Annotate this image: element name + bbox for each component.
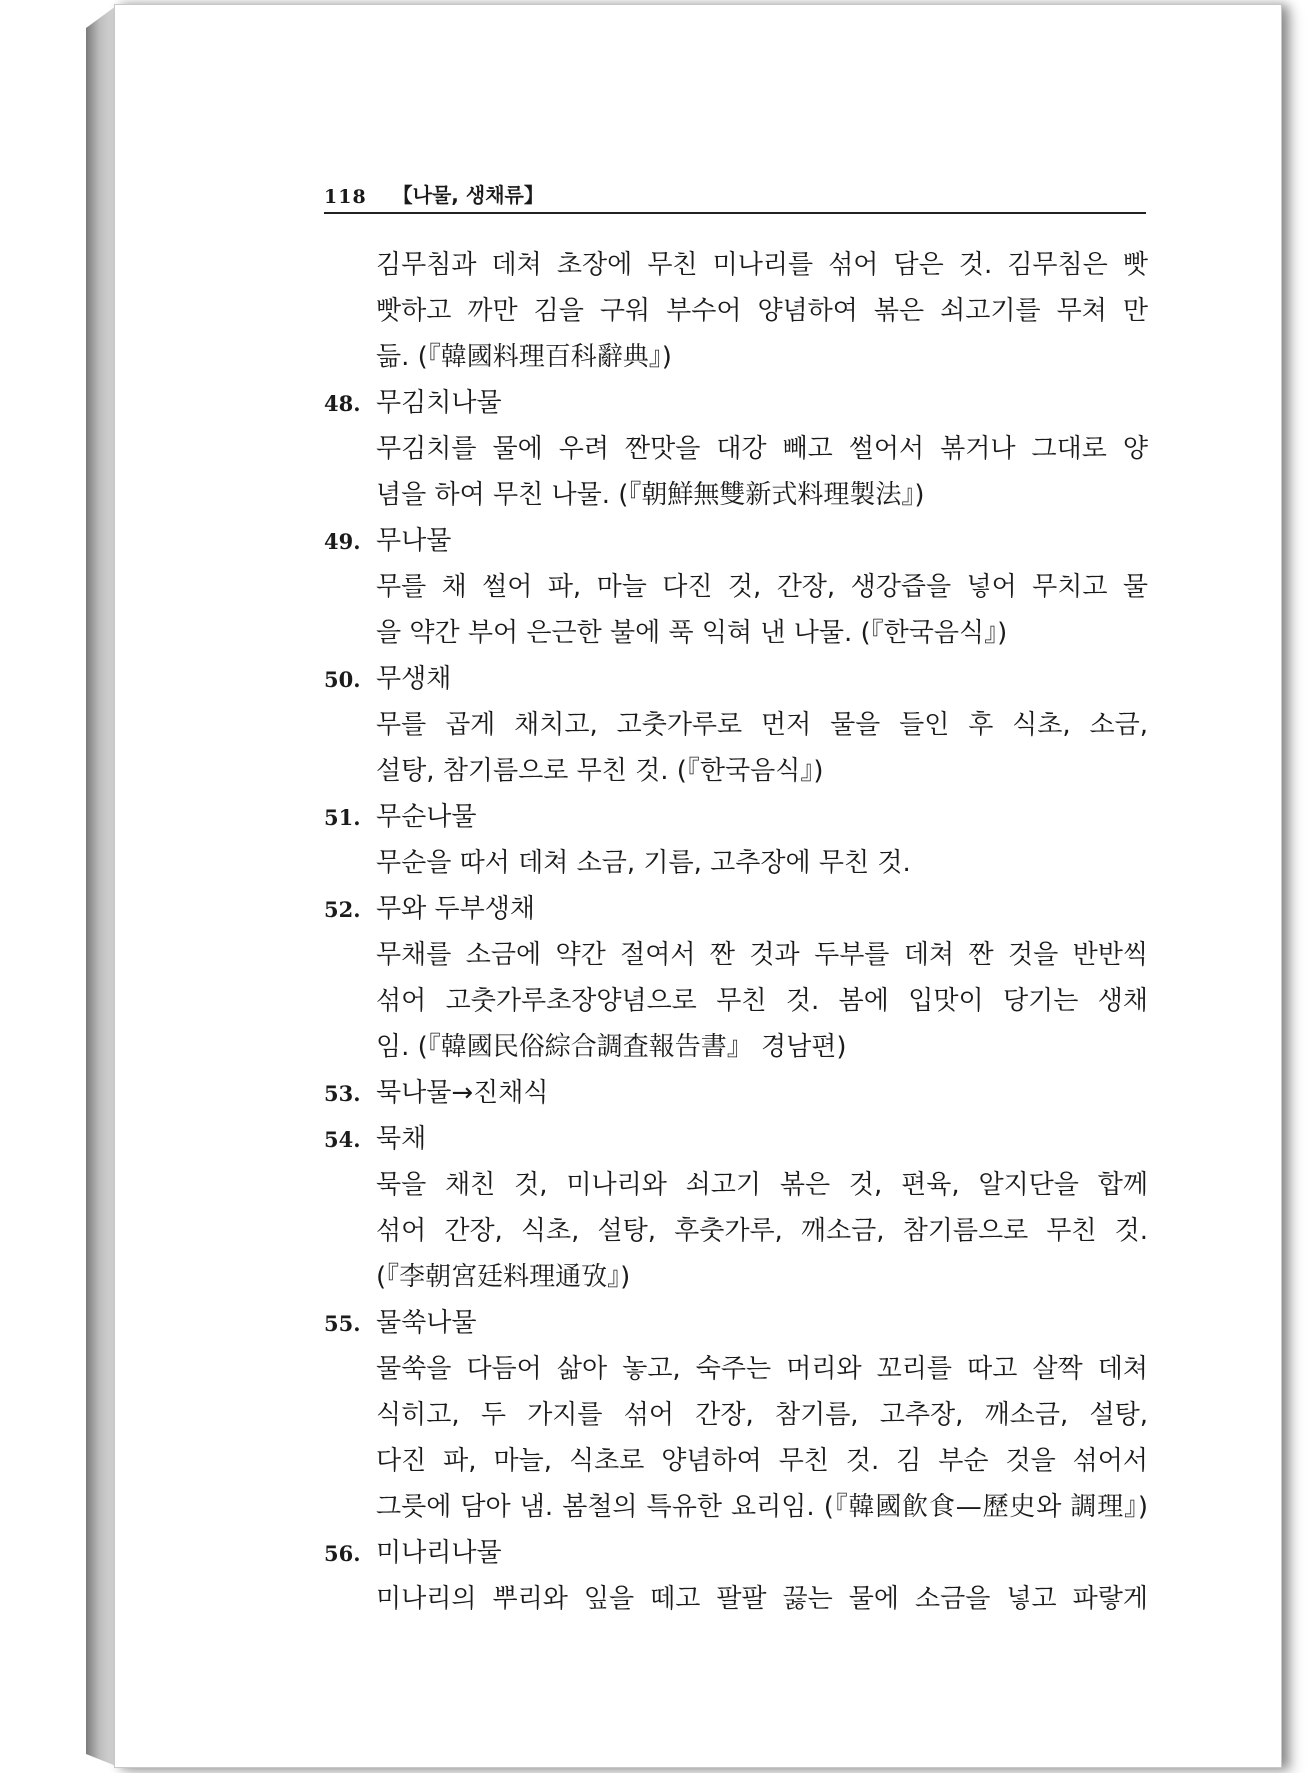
body-text-line: (『李朝宮廷料理通攷』)	[376, 1262, 631, 1292]
body-text-line: 설탕, 참기름으로 무친 것. (『한국음식』)	[376, 756, 824, 786]
entry-title: 무나물	[376, 526, 452, 556]
entry-number: 51.	[324, 805, 361, 830]
entry-number: 50.	[324, 667, 361, 692]
body-text-line: 무채를 소금에 약간 절여서 짠 것과 두부를 데쳐 짠 것을 반반씩	[376, 940, 1148, 970]
entry-number: 48.	[324, 391, 361, 416]
entry-list	[324, 242, 1148, 1622]
body-text-line: 빳하고 까만 김을 구워 부수어 양념하여 볶은 쇠고기를 무쳐 만	[376, 296, 1148, 326]
book-spine-edge	[86, 6, 116, 1766]
body-text-line: 다진 파, 마늘, 식초로 양념하여 무친 것. 김 부순 것을 섞어서	[376, 1446, 1148, 1476]
section-title: 【나물, 생채류】	[392, 183, 544, 207]
entry-number: 55.	[324, 1311, 361, 1336]
body-text-line: 그릇에 담아 냄. 봄철의 특유한 요리임. (『韓國飮食—歷史와 調理』)	[376, 1492, 1148, 1522]
entry-title: 무와 두부생채	[376, 894, 535, 924]
body-text-line: 미나리의 뿌리와 잎을 떼고 팔팔 끓는 물에 소금을 넣고 파랗게	[376, 1584, 1148, 1614]
entry-title: 묵채	[376, 1124, 427, 1154]
entry-number: 53.	[324, 1081, 361, 1106]
entry-title: 묵나물→진채식	[376, 1078, 549, 1108]
entry-heading	[324, 1070, 1148, 1116]
entry-number: 52.	[324, 897, 361, 922]
body-text-line: 물쑥을 다듬어 삶아 놓고, 숙주는 머리와 꼬리를 따고 살짝 데쳐	[376, 1354, 1148, 1384]
body-text-line: 무순을 따서 데쳐 소금, 기름, 고추장에 무친 것.	[376, 848, 911, 878]
body-text-line: 념을 하여 무친 나물. (『朝鮮無雙新式料理製法』)	[376, 480, 925, 510]
entry-heading	[324, 656, 1148, 702]
entry-title: 미나리나물	[376, 1538, 502, 1568]
entry-number: 56.	[324, 1541, 361, 1566]
entry-number: 54.	[324, 1127, 361, 1152]
entry-heading	[324, 518, 1148, 564]
body-text-line: 식히고, 두 가지를 섞어 간장, 참기름, 고추장, 깨소금, 설탕,	[376, 1400, 1148, 1430]
entry-title: 무순나물	[376, 802, 477, 832]
body-text-line: 김무침과 데쳐 초장에 무친 미나리를 섞어 담은 것. 김무침은 빳	[376, 250, 1148, 280]
body-text-line: 임. (『韓國民俗綜合調査報告書』 경남편)	[376, 1032, 847, 1062]
page-number: 118	[324, 186, 367, 208]
body-text-line: 무김치를 물에 우려 짠맛을 대강 빼고 썰어서 볶거나 그대로 양	[376, 434, 1148, 464]
body-text-line: 무를 곱게 채치고, 고춧가루로 먼저 물을 들인 후 식초, 소금,	[376, 710, 1148, 740]
entry-number: 49.	[324, 529, 361, 554]
body-text-line: 섞어 고춧가루초장양념으로 무친 것. 봄에 입맛이 당기는 생채	[376, 986, 1148, 1016]
entry-title: 물쑥나물	[376, 1308, 477, 1338]
body-text-line: 섞어 간장, 식초, 설탕, 후춧가루, 깨소금, 참기름으로 무친 것.	[376, 1216, 1148, 1246]
entry-heading	[324, 794, 1148, 840]
entry-title: 무김치나물	[376, 388, 502, 418]
entry-heading	[324, 380, 1148, 426]
entry-title: 무생채	[376, 664, 452, 694]
entry-heading	[324, 886, 1148, 932]
running-header	[324, 170, 1146, 214]
body-text-line: 듦. (『韓國料理百科辭典』)	[376, 342, 672, 372]
entry-heading	[324, 1116, 1148, 1162]
body-text-line: 묵을 채친 것, 미나리와 쇠고기 볶은 것, 편육, 알지단을 합께	[376, 1170, 1148, 1200]
body-text-line: 을 약간 부어 은근한 불에 푹 익혀 낸 나물. (『한국음식』)	[376, 618, 1008, 648]
entry-heading	[324, 1530, 1148, 1576]
entry-heading	[324, 1300, 1148, 1346]
body-text-line: 무를 채 썰어 파, 마늘 다진 것, 간장, 생강즙을 넣어 무치고 물	[376, 572, 1148, 602]
